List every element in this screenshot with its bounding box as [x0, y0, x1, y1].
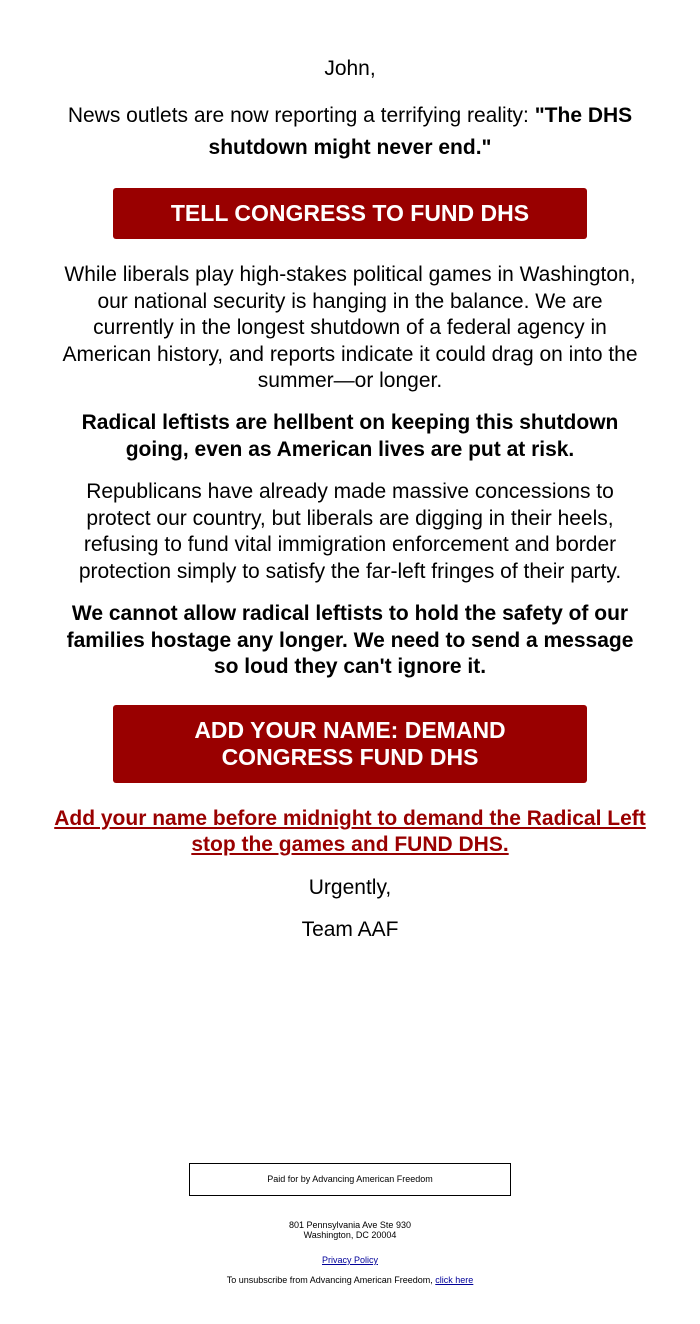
body-paragraph-1: While liberals play high-stakes political games in Washington, our national security is hanging in the balance. We are currently in the longest shutdown of a federal agency in American history, and reports indicate it could drag on into the summer—or longer.	[62, 263, 638, 392]
add-your-name-button-line2: CONGRESS FUND DHS	[221, 744, 479, 770]
greeting: John,	[324, 57, 376, 80]
intro-paragraph	[55, 100, 645, 164]
body-paragraph-4: We cannot allow radical leftists to hold the safety of our families hostage any longer. We need to send a message so loud they can't ignore it.	[66, 602, 634, 678]
deadline-link[interactable]: Add your name before midnight to demand the Radical Left stop the games and FUND DHS.	[54, 807, 646, 856]
body-paragraph-2: Radical leftists are hellbent on keeping this shutdown going, even as American lives are put at risk.	[81, 411, 619, 461]
privacy-policy-link[interactable]: Privacy Policy	[321, 1255, 378, 1265]
paid-for-disclaimer: Paid for by Advancing American Freedom	[189, 1163, 511, 1196]
add-your-name-button-line1: ADD YOUR NAME: DEMAND	[194, 717, 506, 743]
body-paragraph-3: Republicans have already made massive concessions to protect our country, but liberals are digging in their heels, refusing to fund vital immigration enforcement and border protection simply to satisfy the far-left fringes of their party.	[78, 480, 622, 583]
closing: Urgently,	[308, 876, 392, 899]
tell-congress-button[interactable]: TELL CONGRESS TO FUND DHS	[113, 188, 587, 239]
address-line-1: 801 Pennsylvania Ave Ste 930	[289, 1220, 411, 1230]
intro-text: News outlets are now reporting a terrifying reality:	[67, 104, 535, 127]
intro-quote: "The DHS shutdown might never end."	[208, 104, 633, 159]
signature: Team AAF	[301, 918, 399, 941]
address-line-2: Washington, DC 20004	[303, 1230, 397, 1240]
unsubscribe-text: To unsubscribe from Advancing American Freedom,	[226, 1275, 436, 1285]
unsubscribe-link[interactable]: click here	[435, 1275, 474, 1285]
unsubscribe-row	[0, 1275, 700, 1286]
add-your-name-button[interactable]	[113, 705, 587, 783]
privacy-row	[0, 1255, 700, 1266]
